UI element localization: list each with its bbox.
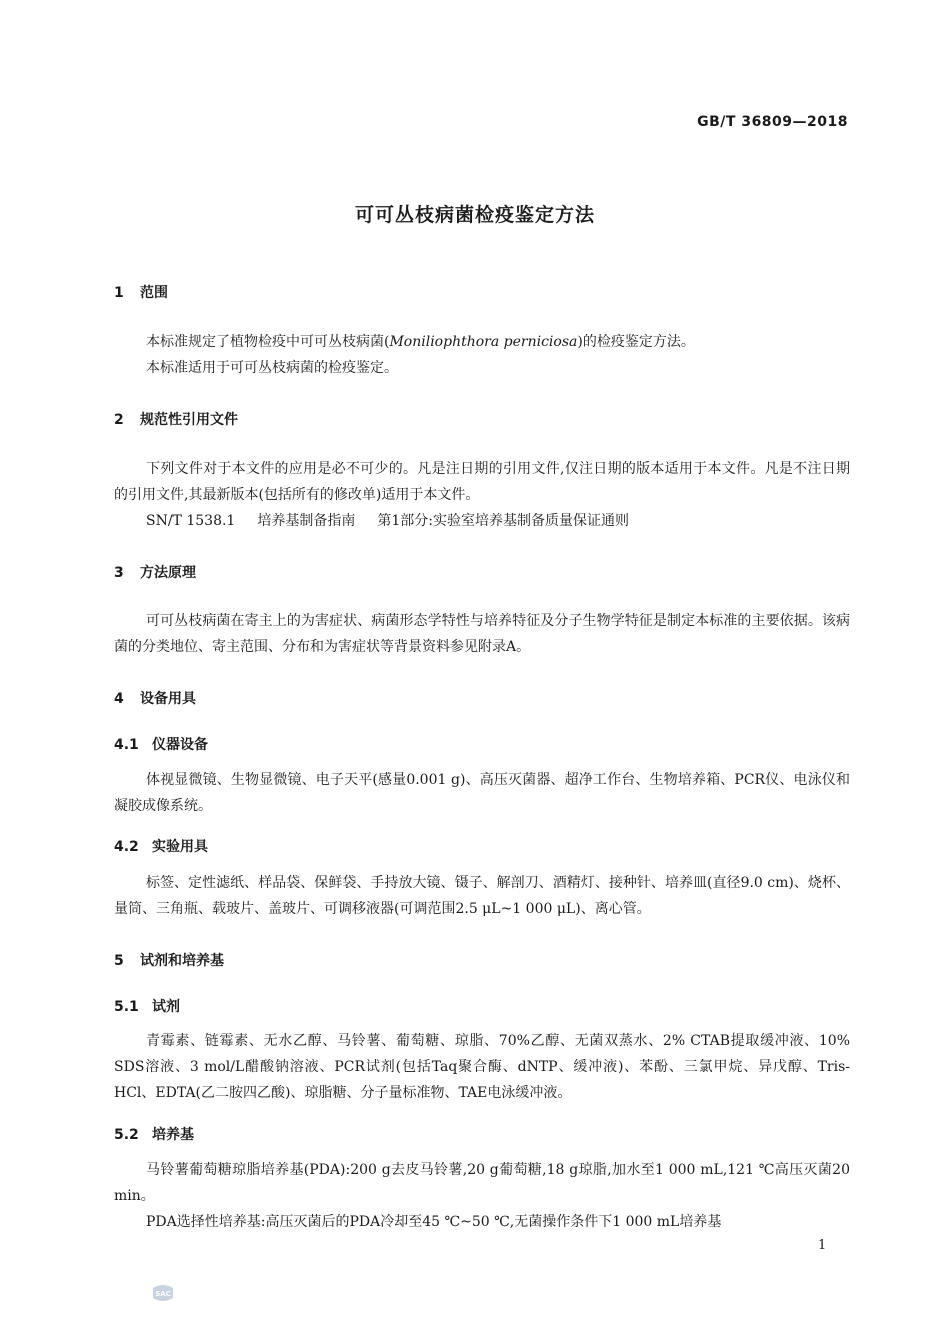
section-title: 仪器设备	[152, 737, 208, 753]
reference-code: SN/T 1538.1	[146, 513, 236, 529]
section-5-heading	[114, 950, 224, 970]
section-number: 2	[114, 412, 124, 428]
section-number: 4.2	[114, 839, 139, 855]
page-number: 1	[818, 1238, 827, 1253]
section-1-paragraph-1	[114, 329, 850, 355]
section-title: 培养基	[152, 1127, 194, 1143]
section-title: 范围	[140, 285, 168, 301]
section-4-1-paragraph: 体视显微镜、生物显微镜、电子天平(感量0.001 g)、高压灭菌器、超净工作台、生物培养箱、PCR仪、电泳仪和凝胶成像系统。	[114, 772, 850, 814]
standard-code: GB/T 36809—2018	[697, 114, 848, 130]
normative-reference	[114, 508, 850, 534]
section-5-1-heading	[114, 996, 180, 1016]
section-number: 1	[114, 285, 124, 301]
sac-logo-graphic	[150, 1282, 176, 1304]
section-title: 试剂	[152, 999, 180, 1015]
section-title: 方法原理	[140, 565, 196, 581]
latin-name: Moniliophthora perniciosa	[389, 334, 578, 350]
section-4-1-heading	[114, 734, 208, 754]
section-3-heading	[114, 562, 196, 582]
section-title: 设备用具	[140, 691, 196, 707]
section-number: 4	[114, 691, 124, 707]
section-number: 5	[114, 953, 124, 969]
sac-logo-icon	[150, 1282, 176, 1308]
section-number: 5.1	[114, 999, 139, 1015]
text-run: )的检疫鉴定方法。	[577, 334, 695, 350]
section-title: 实验用具	[152, 839, 208, 855]
section-number: 4.1	[114, 737, 139, 753]
section-5-2-paragraph-1: 马铃薯葡萄糖琼脂培养基(PDA):200 g去皮马铃薯,20 g葡萄糖,18 g琼脂,加水至1 000 mL,121 ℃高压灭菌20 min。	[114, 1162, 850, 1204]
section-2-heading	[114, 409, 238, 429]
section-number: 3	[114, 565, 124, 581]
reference-title-a: 培养基制备指南	[257, 513, 356, 529]
reference-title-b: 第1部分:实验室培养基制备质量保证通则	[377, 513, 629, 529]
section-1-paragraph-2: 本标准适用于可可丛枝病菌的检疫鉴定。	[146, 360, 398, 376]
text-run: 本标准规定了植物检疫中可可丛枝病菌(	[146, 334, 390, 350]
section-title: 试剂和培养基	[140, 953, 224, 969]
section-5-2-heading	[114, 1124, 194, 1144]
section-2-paragraph-1: 下列文件对于本文件的应用是必不可少的。凡是注日期的引用文件,仅注日期的版本适用于本文件。凡是不注日期的引用文件,其最新版本(包括所有的修改单)适用于本文件。	[114, 461, 850, 503]
section-5-1-paragraph: 青霉素、链霉素、无水乙醇、马铃薯、葡萄糖、琼脂、70%乙醇、无菌双蒸水、2% CTAB提取缓冲液、10% SDS溶液、3 mol/L醋酸钠溶液、PCR试剂(包括Taq聚合酶、dNTP、缓冲液)、苯酚、三氯甲烷、异戊醇、Tris-HCl、EDTA(乙二胺四乙酸)、琼脂糖、分子量标准物、TAE电泳缓冲液。	[114, 1033, 850, 1101]
section-title: 规范性引用文件	[140, 412, 238, 428]
svg-text:SAC: SAC	[155, 1290, 171, 1298]
section-3-paragraph-1: 可可丛枝病菌在寄主上的为害症状、病菌形态学特性与培养特征及分子生物学特征是制定本标准的主要依据。该病菌的分类地位、寄主范围、分布和为害症状等背景资料参见附录A。	[114, 613, 850, 655]
section-5-2-paragraph-2: PDA选择性培养基:高压灭菌后的PDA冷却至45 ℃~50 ℃,无菌操作条件下1 000 mL培养基	[146, 1214, 722, 1230]
section-number: 5.2	[114, 1127, 139, 1143]
section-4-heading	[114, 688, 196, 708]
document-title: 可可丛枝病菌检疫鉴定方法	[354, 204, 595, 226]
section-4-2-paragraph: 标签、定性滤纸、样品袋、保鲜袋、手持放大镜、镊子、解剖刀、酒精灯、接种针、培养皿(直径9.0 cm)、烧杯、量筒、三角瓶、载玻片、盖玻片、可调移液器(可调范围2.5 μL~1 000 μL)、离心管。	[114, 875, 850, 917]
section-1-heading	[114, 282, 168, 302]
section-4-2-heading	[114, 836, 208, 856]
